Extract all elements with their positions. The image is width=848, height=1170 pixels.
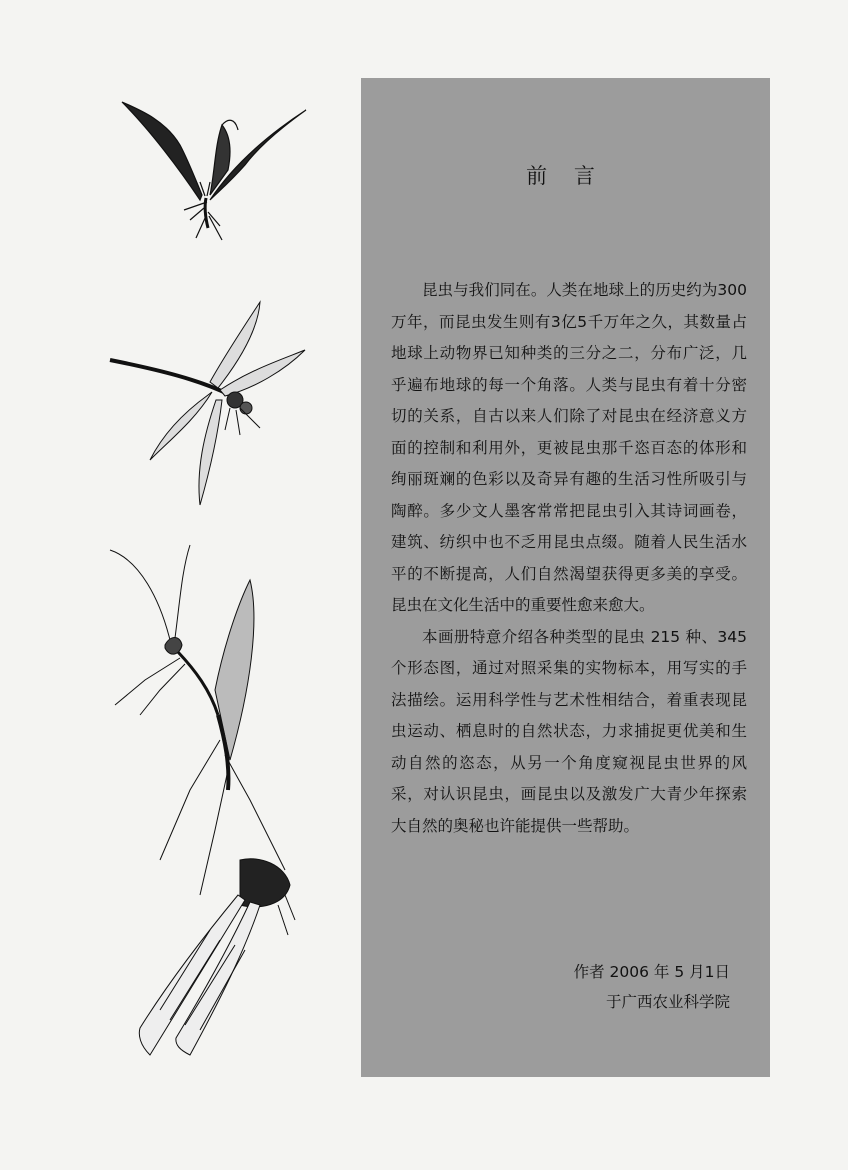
mantis-illustration	[100, 540, 310, 900]
preface-body	[391, 275, 747, 842]
butterfly-illustration	[110, 90, 310, 250]
preface-paragraph: 本画册特意介绍各种类型的昆虫 215 种、345个形态图，通过对照采集的实物标本，用写实的手法描绘。运用科学性与艺术性相结合，着重表现昆虫运动、栖息时的自然状态，力求捕捉更优美和生动自然的恣态，从另一个角度窥视昆虫世界的风采，对认识昆虫，画昆虫以及激发广大青少年探索大自然的奥秘也许能提供一些帮助。	[391, 627, 747, 835]
preface-paragraph: 昆虫与我们同在。人类在地球上的历史约为300万年，而昆虫发生则有3亿5千万年之久，其数量占地球上动物界已知种类的三分之二，分布广泛，几乎遍布地球的每一个角落。人类与昆虫有着十分密切的关系，自古以来人们除了对昆虫在经济意义方面的控制和利用外，更被昆虫那千恣百态的体形和绚丽斑斓的色彩以及奇异有趣的生活习性所吸引与陶醉。多少文人墨客常常把昆虫引入其诗词画卷，建筑、纺织中也不乏用昆虫点缀。随着人民生活水平的不断提高，人们自然渴望获得更多美的享受。昆虫在文化生活中的重要性愈来愈大。	[391, 281, 747, 614]
insect-illustrations	[100, 80, 360, 1080]
preface-title: 前 言	[526, 164, 605, 188]
author-date-line: 作者 2006 年 5 月1日	[573, 963, 730, 981]
cicada-illustration	[110, 850, 300, 1060]
author-place-line: 于广西农业科学院	[605, 993, 730, 1011]
preface-panel	[361, 78, 770, 1077]
dragonfly-illustration	[100, 300, 310, 510]
